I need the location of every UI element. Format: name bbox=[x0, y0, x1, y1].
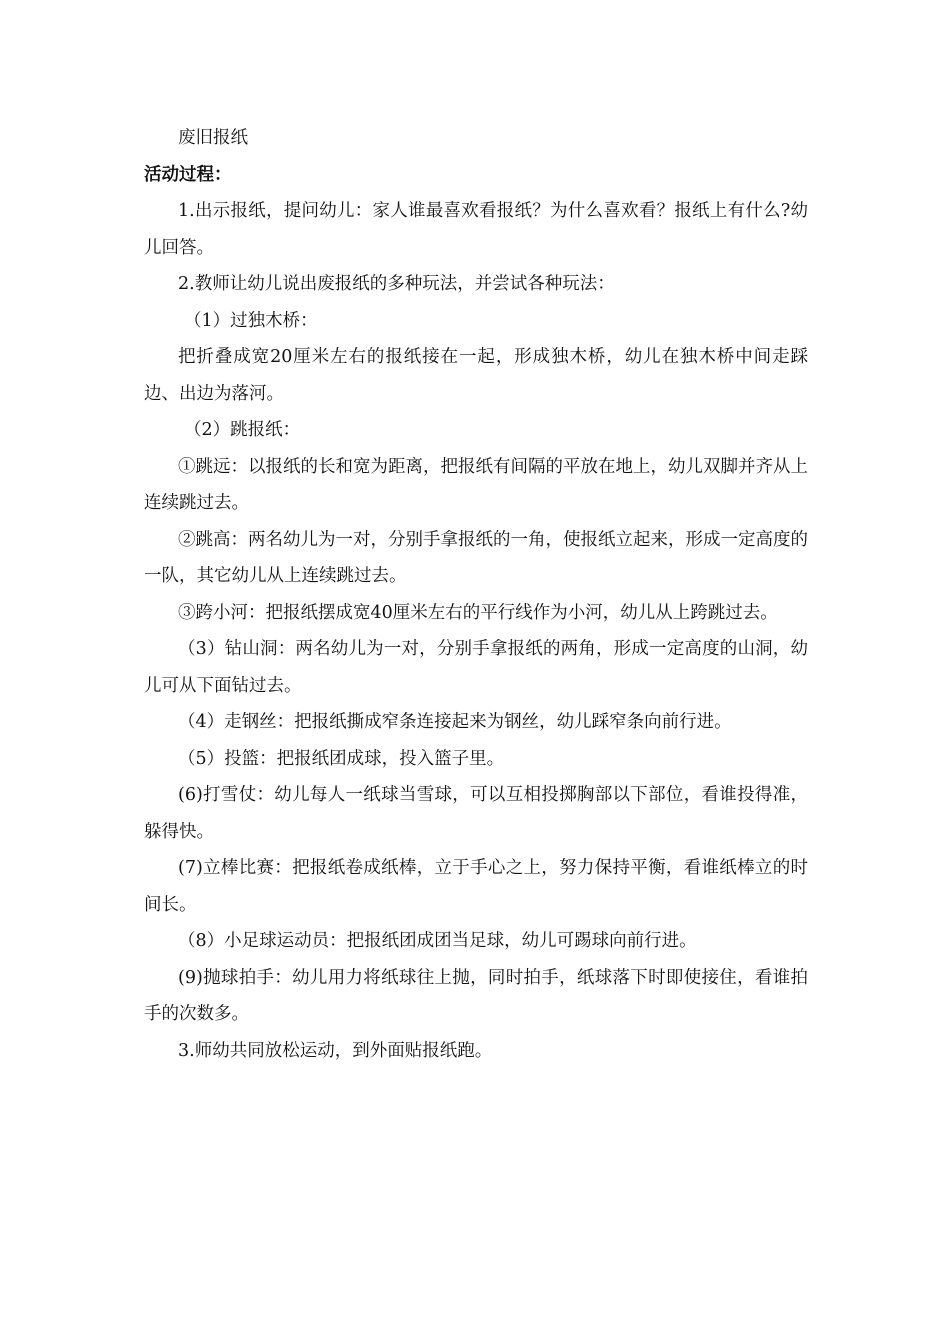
paragraph-snowball: (6)打雪仗：幼儿每人一纸球当雪球，可以互相投掷胸部以下部位，看谁投得准，躲得快。 bbox=[144, 785, 808, 842]
paragraph-stick-balance: (7)立棒比赛：把报纸卷成纸棒，立于手心之上，努力保持平衡，看谁纸棒立的时间长。 bbox=[144, 858, 808, 915]
paragraph-basketball: （5）投篮：把报纸团成球，投入篮子里。 bbox=[178, 748, 505, 769]
paragraph-long-jump: ①跳远：以报纸的长和宽为距离，把报纸有间隔的平放在地上，幼儿双脚并齐从上连续跳过去。 bbox=[144, 456, 808, 513]
paragraph-step-3: 3.师幼共同放松运动，到外面贴报纸跑。 bbox=[178, 1040, 493, 1061]
paragraph-step-1: 1.出示报纸，提问幼儿：家人谁最喜欢看报纸？为什么喜欢看？报纸上有什么?幼儿回答。 bbox=[144, 201, 808, 258]
paragraph-tightrope: （4）走钢丝：把报纸撕成窄条连接起来为钢丝，幼儿踩窄条向前行进。 bbox=[178, 712, 732, 732]
paragraph-football: （8）小足球运动员：把报纸团成团当足球，幼儿可踢球向前行进。 bbox=[178, 931, 697, 951]
paragraph-step-2: 2.教师让幼儿说出废报纸的多种玩法，并尝试各种玩法： bbox=[178, 274, 615, 294]
section-heading: 活动过程： bbox=[144, 164, 232, 185]
paragraph-tunnel: （3）钻山洞：两名幼儿为一对，分别手拿报纸的两角，形成一定高度的山洞，幼儿可从下面钻过去。 bbox=[144, 639, 808, 696]
subheading-jump-newspaper: （2）跳报纸： bbox=[184, 420, 301, 440]
material-line: 废旧报纸 bbox=[178, 128, 248, 148]
paragraph-cross-river: ③跨小河：把报纸摆成宽40厘米左右的平行线作为小河，幼儿从上跨跳过去。 bbox=[178, 602, 778, 623]
paragraph-single-log-bridge: 把折叠成宽20厘米左右的报纸接在一起，形成独木桥，幼儿在独木桥中间走踩边、出边为落河。 bbox=[144, 347, 808, 404]
paragraph-toss-clap: (9)抛球拍手：幼儿用力将纸球往上抛，同时拍手，纸球落下时即使接住，看谁拍手的次数多。 bbox=[144, 967, 808, 1024]
subheading-single-log-bridge: （1）过独木桥： bbox=[184, 310, 318, 331]
document-body bbox=[144, 120, 808, 1069]
paragraph-high-jump: ②跳高：两名幼儿为一对，分别手拿报纸的一角，使报纸立起来，形成一定高度的一队，其它幼儿从上连续跳过去。 bbox=[144, 529, 808, 586]
